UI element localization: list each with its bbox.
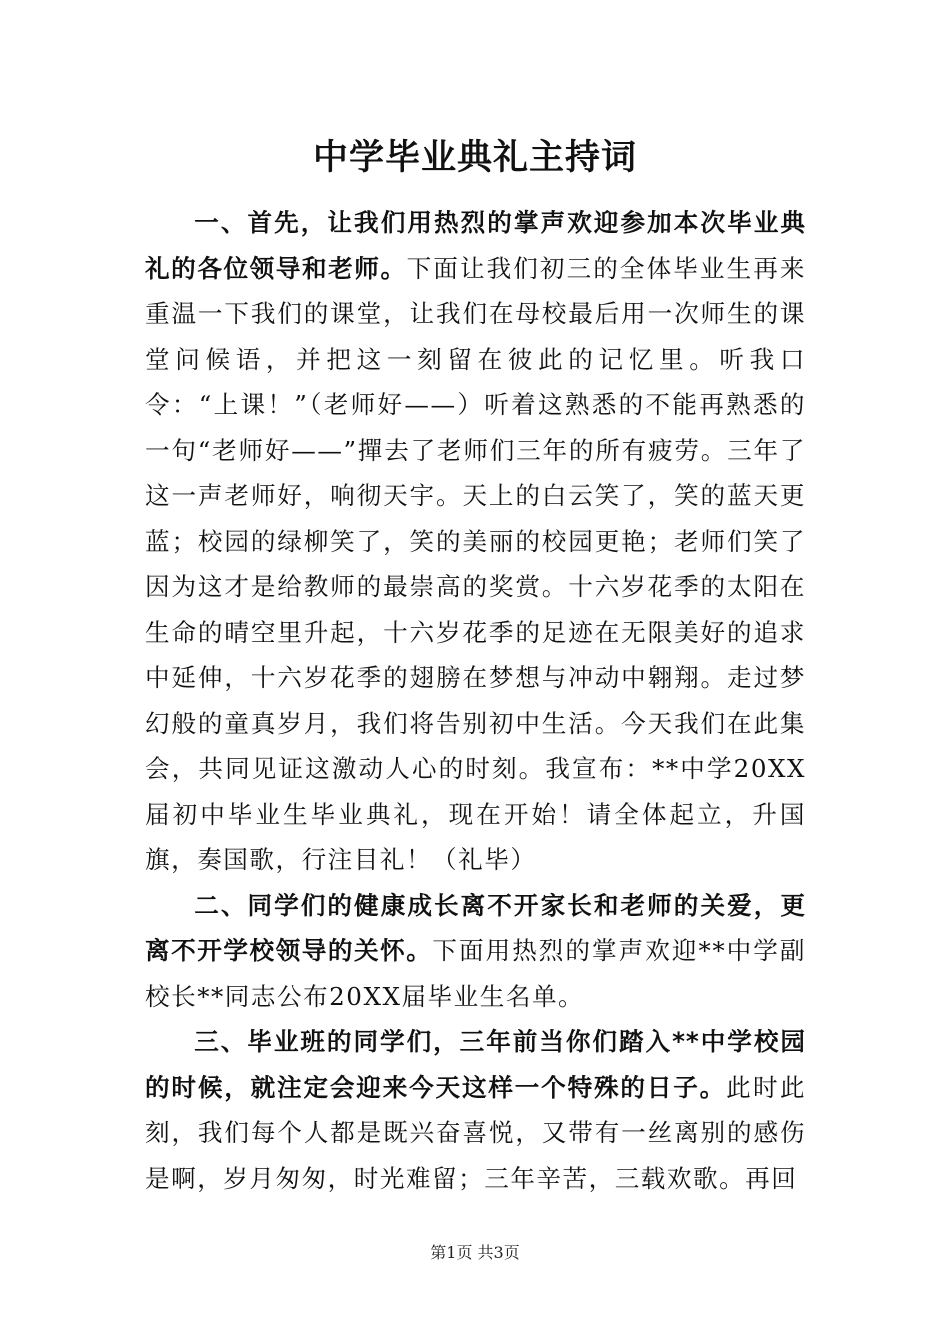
paragraph-2-text: 下面用热烈的掌声欢迎**中学副校长**同志公布20XX届毕业生名单。: [145, 936, 806, 1011]
page-footer: 第1页 共3页: [430, 1243, 520, 1262]
document-body: [145, 200, 806, 1201]
paragraph-1-lead: 一、首先，让我们用热烈的掌声欢迎参加本次毕业典礼的各位领导和老师。: [145, 208, 806, 283]
paragraph-3: [145, 1019, 806, 1201]
paragraph-3-text: 此时此刻，我们每个人都是既兴奋喜悦，又带有一丝离别的感伤是啊，岁月匆匆，时光难留；三年辛苦，三载欢歌。再回: [145, 1072, 806, 1193]
paragraph-2: [145, 883, 806, 1020]
paragraph-1: [145, 200, 806, 883]
paragraph-2-lead: 二、同学们的健康成长离不开家长和老师的关爱，更离不开学校领导的关怀。: [145, 890, 806, 965]
document-title: 中学毕业典礼主持词: [312, 137, 637, 178]
paragraph-1-text: 下面让我们初三的全体毕业生再来重温一下我们的课堂，让我们在母校最后用一次师生的课堂问候语，并把这一刻留在彼此的记忆里。听我口令：“上课！”（老师好——）听着这熟悉的不能再熟悉的一句“老师好——”撣去了老师们三年的所有疲劳。三年了这一声老师好，响彻天宇。天上的白云笑了，笑的蓝天更蓝；校园的绿柳笑了，笑的美丽的校园更艳；老师们笑了因为这才是给教师的最崇高的奖赏。十六岁花季的太阳在生命的晴空里升起，十六岁花季的足迹在无限美好的追求中延伸，十六岁花季的翅膀在梦想与冲动中翱翔。走过梦幻般的童真岁月，我们将告别初中生活。今天我们在此集会，共同见证这激动人心的时刻。我宣布：**中学20XX届初中毕业生毕业典礼，现在开始！请全体起立，升国旗，奏国歌，行注目礼！（礼毕）: [145, 253, 806, 874]
paragraph-3-lead: 三、毕业班的同学们，三年前当你们踏入**中学校园的时候，就注定会迎来今天这样一个特殊的日子。: [145, 1027, 806, 1102]
